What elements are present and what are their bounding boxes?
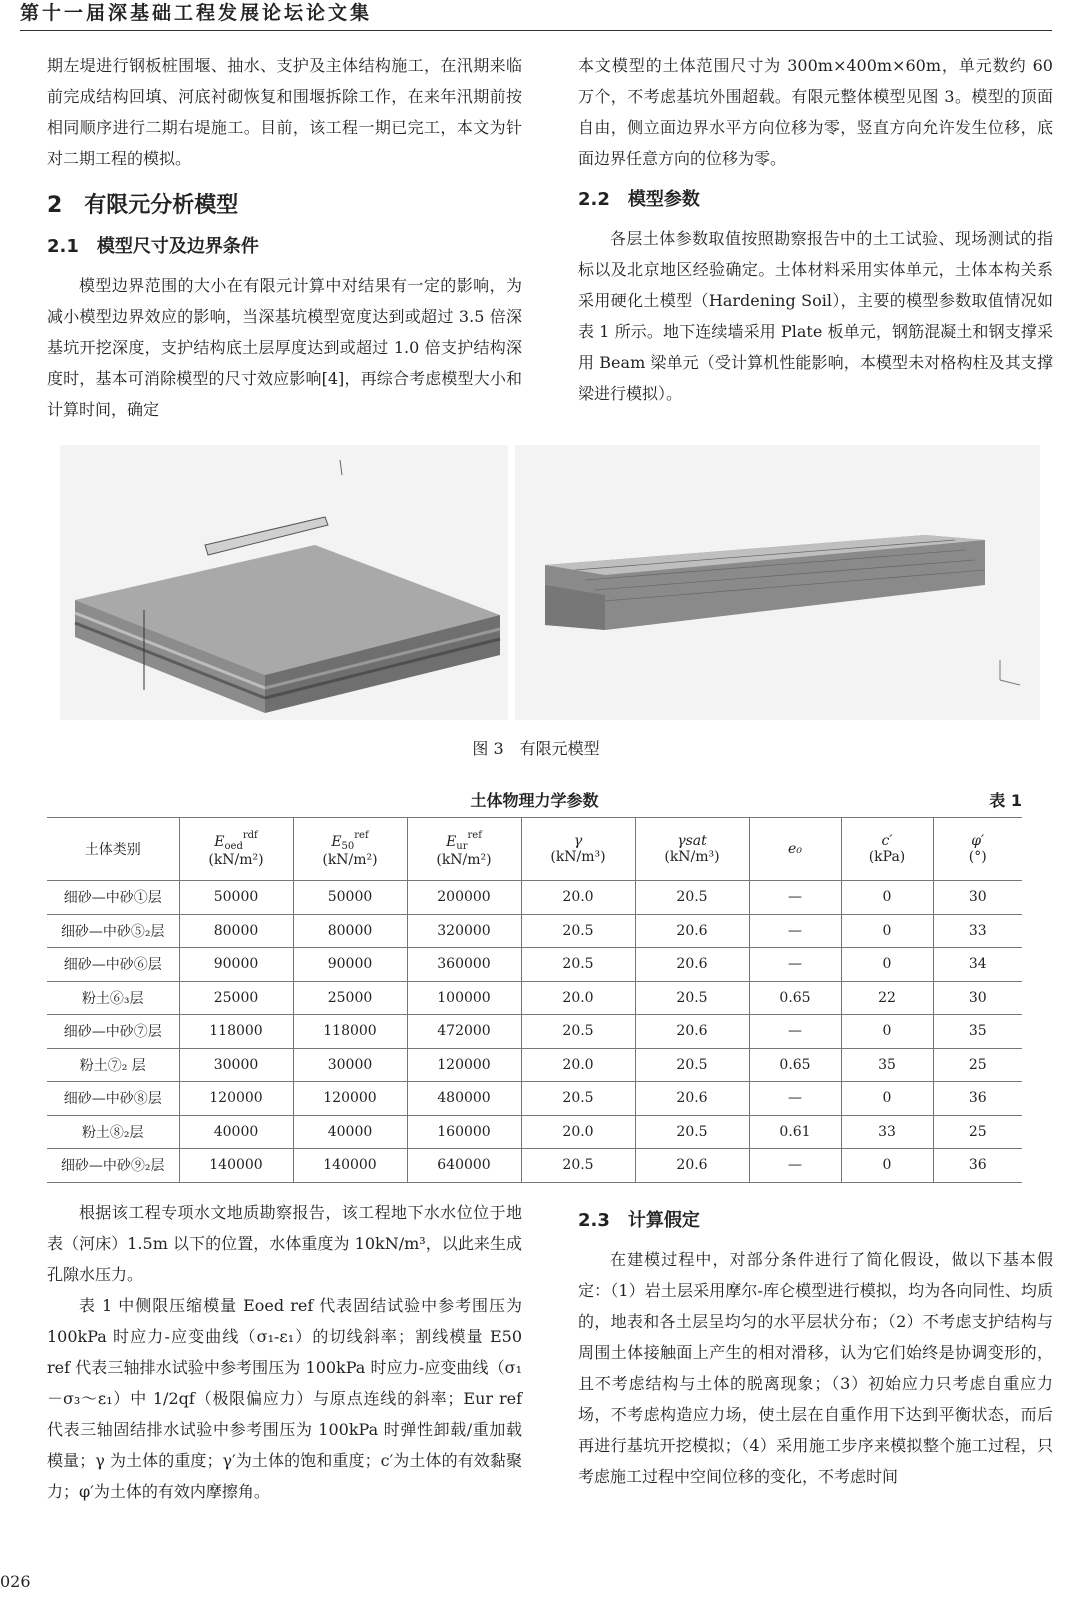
paragraph: 各层土体参数取值按照勘察报告中的土工试验、现场测试的指标以及北京地区经验确定。土体材料采用实体单元，土体本构关系采用硬化土模型（Hardening Soil），主要的模型参数取值情况如表 1 所示。地下连续墙采用 Plate 板单元，钢筋混凝土和钢支撑采用 Beam 梁单元（受计算机性能影响，本模型未对格构柱及其支撑梁进行模拟）。 <box>578 229 1053 403</box>
header-cohesion: c′ (kPa) <box>841 818 933 881</box>
table-number: 表 1 <box>989 791 1022 810</box>
table-row: 细砂—中砂①层 50000 50000 200000 20.0 20.5 — 0 30 <box>47 881 1022 915</box>
figure-fem-model <box>60 445 1040 720</box>
paragraph: 期左堤进行钢板桩围堰、抽水、支护及主体结构施工，在汛期来临前完成结构回填、河底衬砌恢复和围堰拆除工作，在来年汛期前按相同顺序进行二期右堤施工。目前，该工程一期已完工，本文为针对二期工程的模拟。 <box>47 56 522 168</box>
running-header: 第十一届深基础工程发展论坛论文集 <box>20 0 1052 31</box>
fem-model-right-image <box>515 445 1040 720</box>
paragraph: 根据该工程专项水文地质勘察报告，该工程地下水水位位于地表（河床）1.5m 以下的位置，水体重度为 10kN/m³，以此来生成孔隙水压力。 <box>47 1203 522 1284</box>
left-column-top <box>47 50 522 425</box>
header-e50: $E_{50}^{ref}$ (kN/m²) <box>293 818 407 881</box>
paragraph: 在建模过程中，对部分条件进行了简化假设，做以下基本假定：（1）岩土层采用摩尔-库仑模型进行模拟，均为各向同性、均质的，地表和各土层呈均匀的水平层状分布；（2）不考虑支护结构与周围土体接触面上产生的相对滑移，认为它们始终是协调变形的，且不考虑结构与土体的脱离现象；（3）初始应力只考虑自重应力场，不考虑构造应力场，使土层在自重作用下达到平衡状态，而后再进行基坑开挖模拟；（4）采用施工步序来模拟整个施工过程，只考虑施工过程中空间位移的变化，不考虑时间 <box>578 1250 1053 1486</box>
table-title: 土体物理力学参数 <box>470 791 599 810</box>
subsection-heading: 2.3 计算假定 <box>578 1210 700 1231</box>
page-number: 026 <box>0 1572 31 1591</box>
subsection-heading: 2.1 模型尺寸及边界条件 <box>47 236 259 257</box>
table-row: 细砂—中砂⑥层 90000 90000 360000 20.5 20.6 — 0 34 <box>47 948 1022 982</box>
paragraph: 表 1 中侧限压缩模量 Eoed ref 代表固结试验中参考围压为 100kPa 时应力-应变曲线（σ₁-ε₁）的切线斜率；割线模量 E50 ref 代表三轴排水试验中参考围压为 100kPa 时应力-应变曲线（σ₁－σ₃～ε₁）中 1/2qf（极限偏应力）与原点连线的斜率；Eur ref 代表三轴固结排水试验中参考围压为 100kPa 时弹性卸载/重加载模量；γ 为土体的重度；γ′为土体的饱和重度；c′为土体的有效黏聚力；φ′为土体的有效内摩擦角。 <box>47 1296 522 1501</box>
paragraph: 模型边界范围的大小在有限元计算中对结果有一定的影响，为减小模型边界效应的影响，当深基坑模型宽度达到或超过 3.5 倍深基坑开挖深度，支护结构底土层厚度达到或超过 1.0 倍支护结构深度时，基本可消除模型的尺寸效应影响[4]，再综合考虑模型大小和计算时间，确定 <box>47 276 522 419</box>
table-header-row <box>47 818 1022 881</box>
subsection-heading: 2.2 模型参数 <box>578 189 700 210</box>
table-row: 粉土⑦₂ 层 30000 30000 120000 20.0 20.5 0.65 35 25 <box>47 1048 1022 1082</box>
header-gamma-sat: γsat (kN/m³) <box>635 818 749 881</box>
header-eoed: $E_{oed}^{rdf}$ (kN/m²) <box>179 818 293 881</box>
figure-caption: 图 3 有限元模型 <box>472 739 600 758</box>
header-eur: $E_{ur}^{ref}$ (kN/m²) <box>407 818 521 881</box>
table-row: 细砂—中砂⑤₂层 80000 80000 320000 20.5 20.6 — 0 33 <box>47 914 1022 948</box>
header-e0: e₀ <box>749 818 841 881</box>
header-friction-angle: φ′ (°) <box>933 818 1022 881</box>
table-row: 粉土⑥₃层 25000 25000 100000 20.0 20.5 0.65 22 30 <box>47 981 1022 1015</box>
left-column-bottom <box>47 1197 522 1507</box>
table-row: 细砂—中砂⑧层 120000 120000 480000 20.5 20.6 — 0 36 <box>47 1082 1022 1116</box>
table-row: 粉土⑧₂层 40000 40000 160000 20.0 20.5 0.61 33 25 <box>47 1115 1022 1149</box>
paragraph: 本文模型的土体范围尺寸为 300m×400m×60m，单元数约 60 万个，不考虑基坑外围超载。有限元整体模型见图 3。模型的顶面自由，侧立面边界水平方向位移为零，竖直方向允许发生位移，底面边界任意方向的位移为零。 <box>578 56 1053 168</box>
soil-parameter-table <box>47 817 1022 1183</box>
table-row: 细砂—中砂⑨₂层 140000 140000 640000 20.5 20.6 — 0 36 <box>47 1149 1022 1183</box>
right-column-bottom <box>578 1205 1053 1492</box>
table-row: 细砂—中砂⑦层 118000 118000 472000 20.5 20.6 — 0 35 <box>47 1015 1022 1049</box>
right-column-top <box>578 50 1053 409</box>
header-soil-type: 土体类别 <box>47 818 179 881</box>
header-gamma: γ (kN/m³) <box>521 818 635 881</box>
section-heading: 2 有限元分析模型 <box>47 193 239 218</box>
fem-model-left-image <box>60 445 508 720</box>
